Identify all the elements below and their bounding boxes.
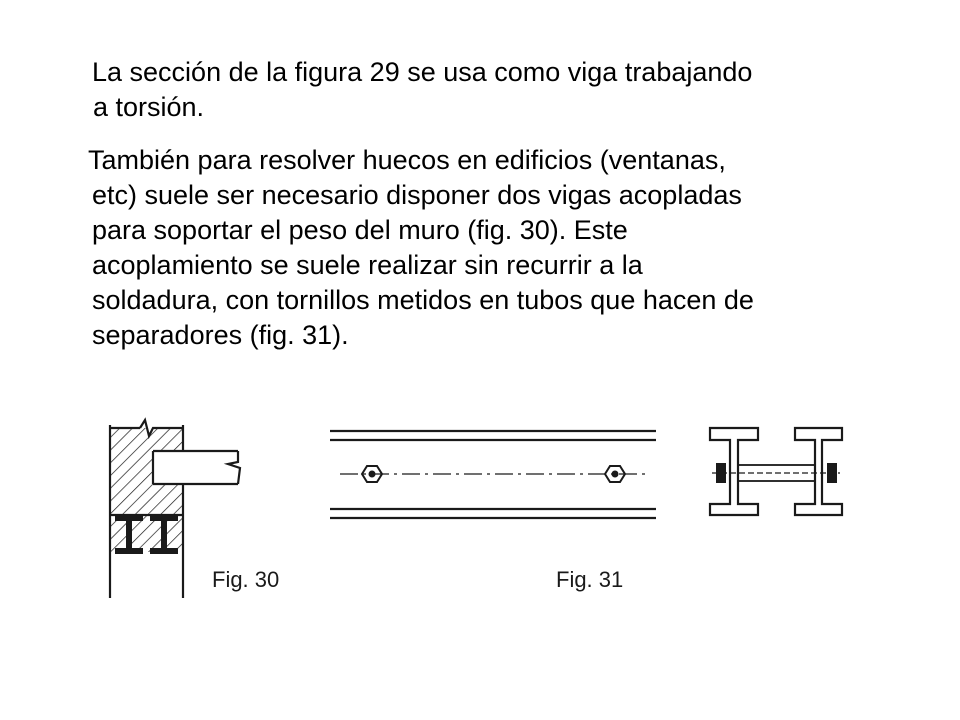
fig30-caption: Fig. 30 [212,567,280,592]
fig30-wall-hatch [110,428,183,552]
paragraph-2-line-1: También para resolver huecos en edificios (ventanas, [88,145,726,175]
fig31-caption: Fig. 31 [556,567,624,592]
paragraph-2-line-3: para soportar el peso del muro (fig. 30). Este [92,215,628,245]
fig30-opening-break [228,451,240,484]
paragraph-2-line-5: soldadura, con tornillos metidos en tubos que hacen de [92,285,754,315]
fig31-elevation [330,431,656,518]
paragraph-2-line-2: etc) suele ser necesario disponer dos vigas acopladas [92,180,742,210]
fig31-cross-section [710,428,842,515]
paragraph-1-line-2: a torsión. [93,92,205,122]
paragraph-2-line-6: separadores (fig. 31). [92,320,349,350]
paragraph-1-line-1: La sección de la figura 29 se usa como viga trabajando [92,57,753,87]
fig31-nut-right [827,463,837,483]
fig31-nut-left [716,463,726,483]
paragraph-2-line-4: acoplamiento se suele realizar sin recurrir a la [92,250,643,280]
